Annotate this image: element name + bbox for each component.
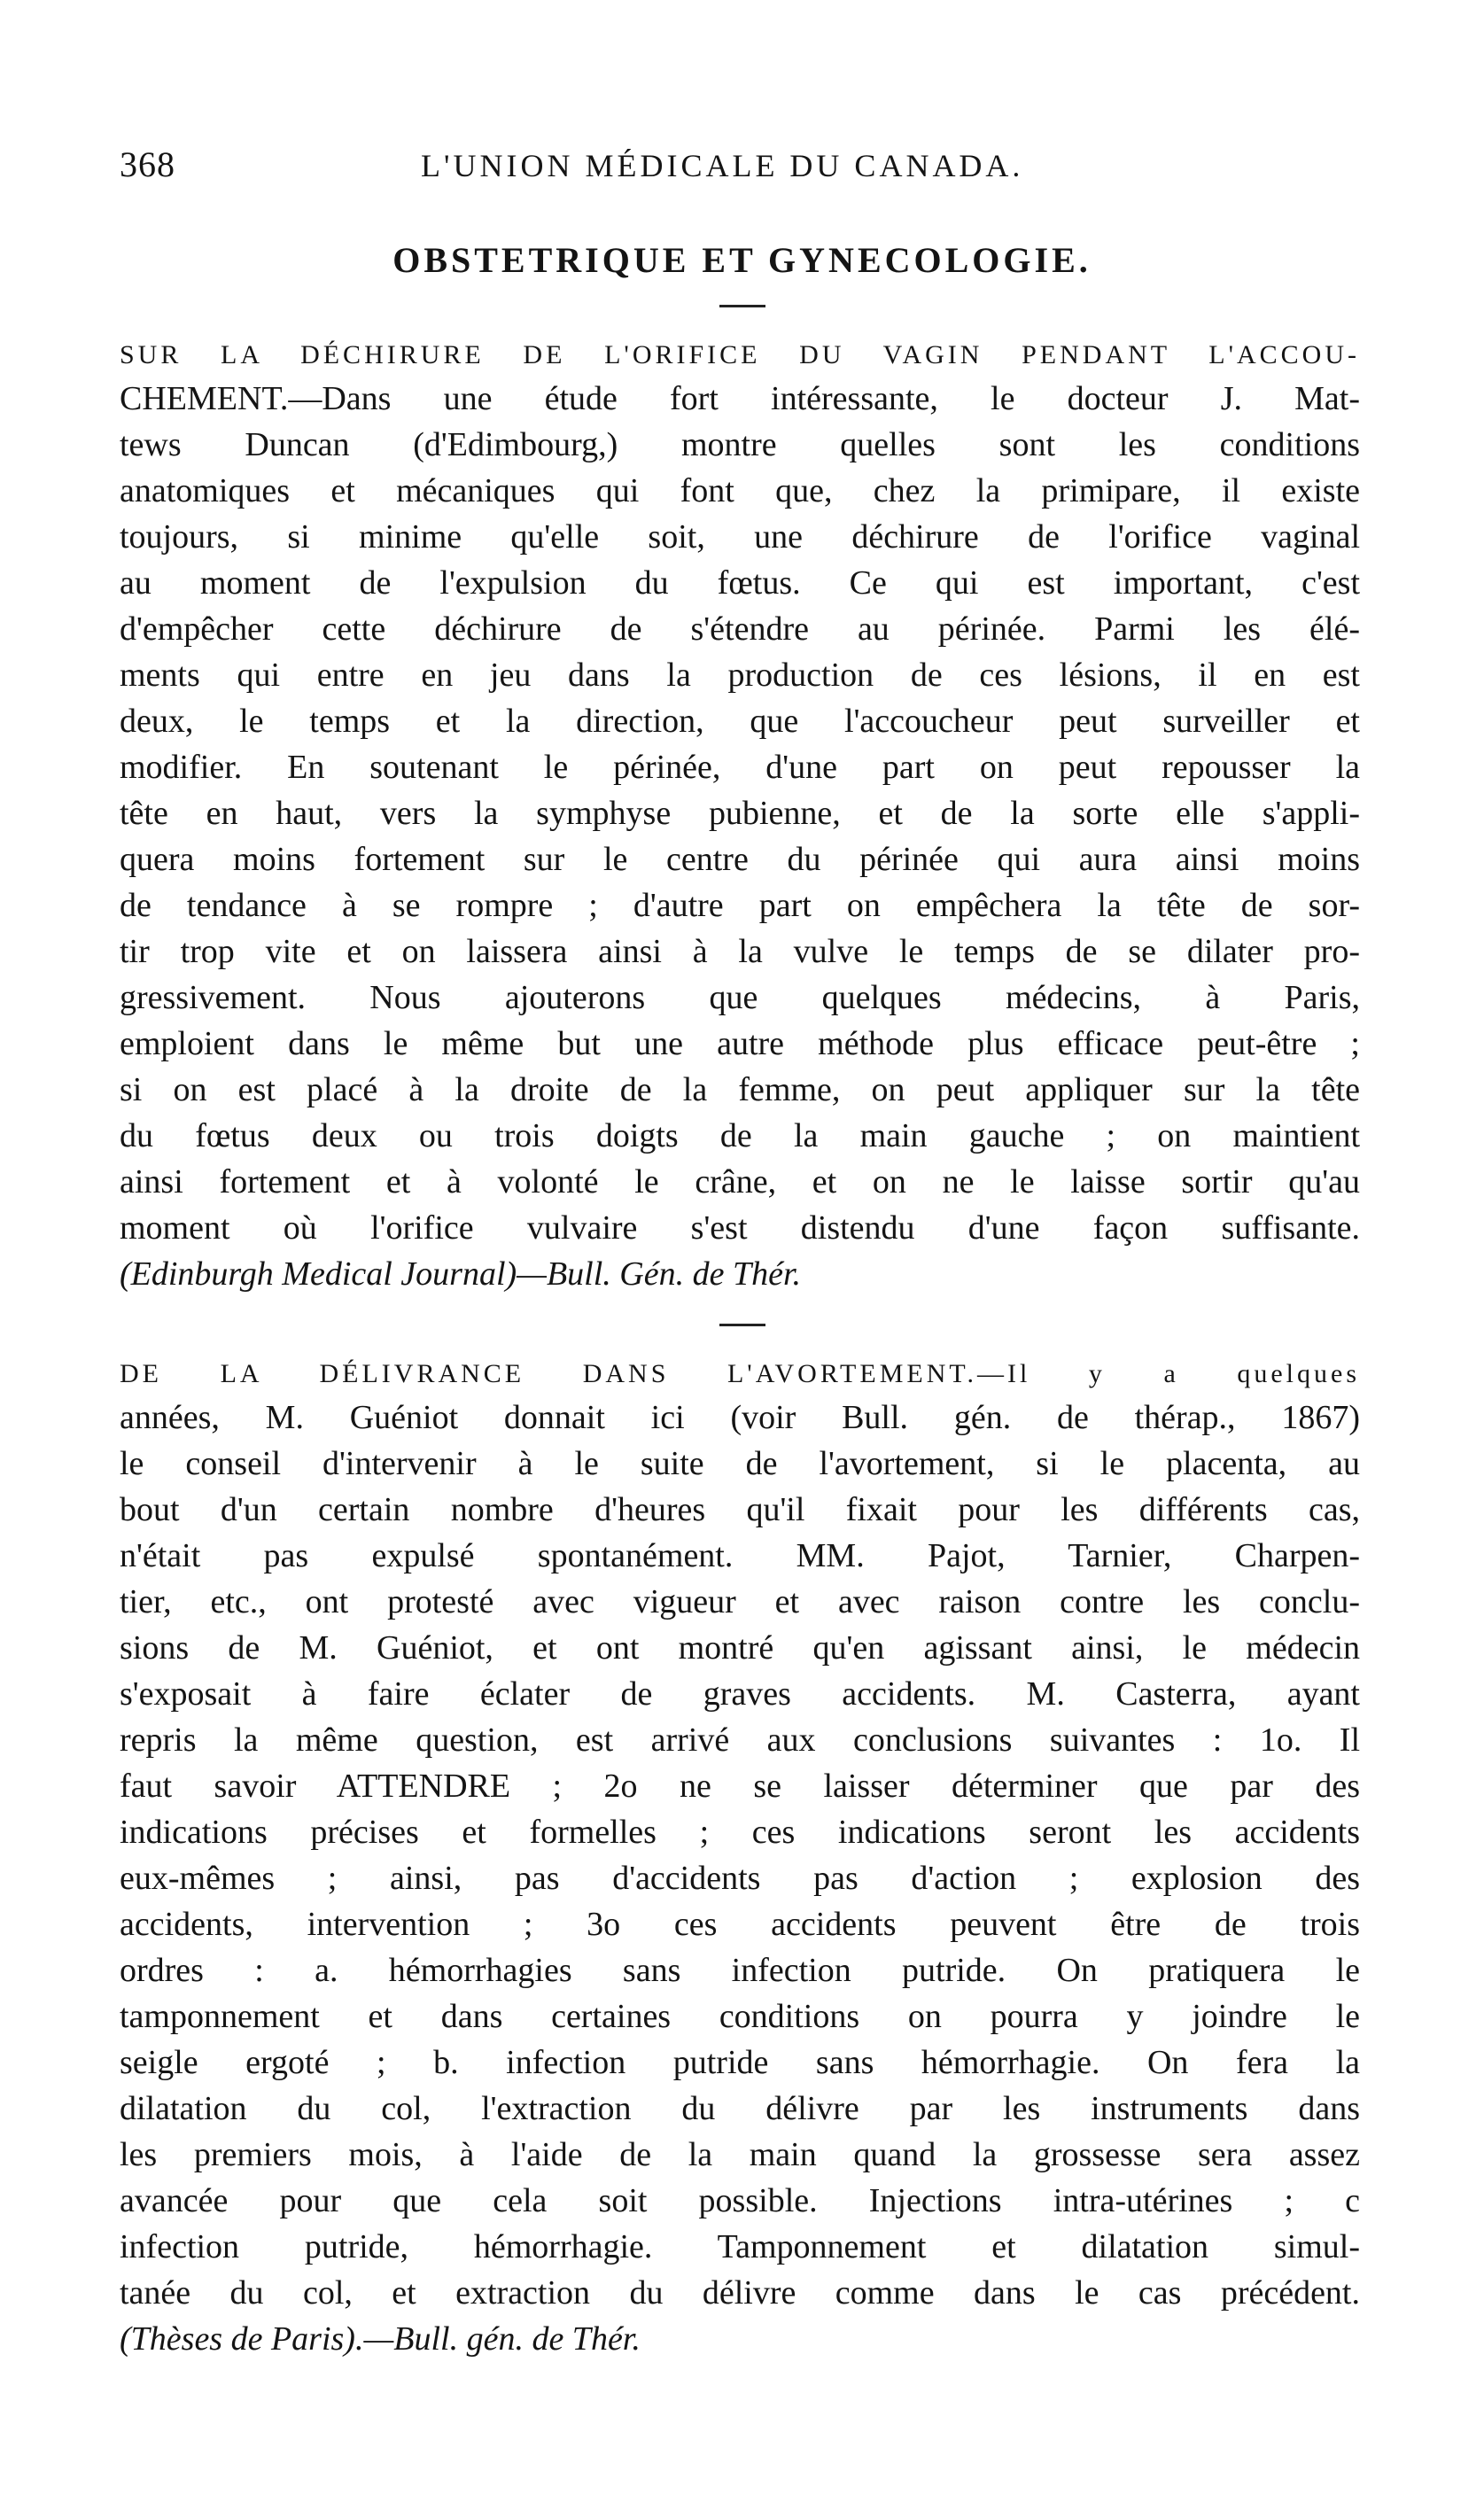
article-line: deux, le temps et la direction, que l'accoucheur peut surveiller et bbox=[120, 703, 1360, 740]
section-title: OBSTETRIQUE ET GYNECOLOGIE. bbox=[392, 240, 1092, 280]
article-line: modifier. En soutenant le périnée, d'une part on peut repousser la bbox=[120, 749, 1360, 786]
article-line: le conseil d'intervenir à le suite de l'avortement, si le placenta, au bbox=[120, 1445, 1360, 1482]
article-line: toujours, si minime qu'elle soit, une déchirure de l'orifice vaginal bbox=[120, 518, 1360, 556]
article-perineal-tear bbox=[120, 330, 1360, 1297]
article-line: DE LA DÉLIVRANCE DANS L'AVORTEMENT.—Il y a quelques bbox=[120, 1359, 1360, 1388]
article-line: seigle ergoté ; b. infection putride sans hémorrhagie. On fera la bbox=[120, 2044, 1360, 2081]
article-line: eux-mêmes ; ainsi, pas d'accidents pas d'action ; explosion des bbox=[120, 1860, 1360, 1897]
article-line: SUR LA DÉCHIRURE DE L'ORIFICE DU VAGIN PENDANT L'ACCOU- bbox=[120, 340, 1360, 369]
article-abortion-delivery bbox=[120, 1348, 1360, 2362]
article-line: tête en haut, vers la symphyse pubienne, et de la sorte elle s'appli- bbox=[120, 795, 1360, 832]
article-line: avancée pour que cela soit possible. Injections intra-utérines ; c bbox=[120, 2182, 1360, 2219]
article-line: bout d'un certain nombre d'heures qu'il fixait pour les différents cas, bbox=[120, 1491, 1360, 1528]
article-line: repris la même question, est arrivé aux conclusions suivantes : 1o. Il bbox=[120, 1721, 1360, 1759]
article-line: tews Duncan (d'Edimbourg,) montre quelles sont les conditions bbox=[120, 426, 1360, 463]
article-line: de tendance à se rompre ; d'autre part on empêchera la tête de sor- bbox=[120, 887, 1360, 924]
article-line: d'empêcher cette déchirure de s'étendre au périnée. Parmi les élé- bbox=[120, 610, 1360, 648]
article-line: années, M. Guéniot donnait ici (voir Bull. gén. de thérap., 1867) bbox=[120, 1399, 1360, 1436]
article-citation: (Edinburgh Medical Journal)—Bull. Gén. de Thér. bbox=[120, 1255, 802, 1293]
article-divider bbox=[719, 1324, 765, 1326]
article-line: ments qui entre en jeu dans la production de ces lésions, il en est bbox=[120, 657, 1360, 694]
section-divider bbox=[719, 305, 765, 307]
article-line: quera moins fortement sur le centre du périnée qui aura ainsi moins bbox=[120, 841, 1360, 878]
article-line: tir trop vite et on laissera ainsi à la vulve le temps de se dilater pro- bbox=[120, 933, 1360, 970]
article-line: accidents, intervention ; 3o ces accidents peuvent être de trois bbox=[120, 1906, 1360, 1943]
article-line: gressivement. Nous ajouterons que quelques médecins, à Paris, bbox=[120, 979, 1360, 1016]
page-number: 368 bbox=[120, 144, 175, 184]
article-line: tamponnement et dans certaines conditions on pourra y joindre le bbox=[120, 1998, 1360, 2035]
article-line: s'exposait à faire éclater de graves accidents. M. Casterra, ayant bbox=[120, 1675, 1360, 1713]
article-line: au moment de l'expulsion du fœtus. Ce qui est important, c'est bbox=[120, 564, 1360, 602]
article-line: dilatation du col, l'extraction du délivre par les instruments dans bbox=[120, 2090, 1360, 2127]
article-line: ainsi fortement et à volonté le crâne, et on ne le laisse sortir qu'au bbox=[120, 1163, 1360, 1200]
article-line: indications précises et formelles ; ces indications seront les accidents bbox=[120, 1814, 1360, 1851]
article-line: n'était pas expulsé spontanément. MM. Pajot, Tarnier, Charpen- bbox=[120, 1537, 1360, 1574]
journal-title: L'UNION MÉDICALE DU CANADA. bbox=[421, 148, 1024, 183]
article-line: anatomiques et mécaniques qui font que, chez la primipare, il existe bbox=[120, 472, 1360, 509]
article-line: les premiers mois, à l'aide de la main quand la grossesse sera assez bbox=[120, 2136, 1360, 2173]
article-line: faut savoir ATTENDRE ; 2o ne se laisser déterminer que par des bbox=[120, 1768, 1360, 1805]
article-line: moment où l'orifice vulvaire s'est distendu d'une façon suffisante. bbox=[120, 1209, 1360, 1247]
article-line: CHEMENT.—Dans une étude fort intéressante, le docteur J. Mat- bbox=[120, 380, 1360, 417]
running-head bbox=[120, 144, 1360, 188]
article-line: ordres : a. hémorrhagies sans infection putride. On pratiquera le bbox=[120, 1952, 1360, 1989]
article-line: du fœtus deux ou trois doigts de la main gauche ; on maintient bbox=[120, 1117, 1360, 1154]
article-line: infection putride, hémorrhagie. Tamponnement et dilatation simul- bbox=[120, 2228, 1360, 2265]
article-line: sions de M. Guéniot, et ont montré qu'en agissant ainsi, le médecin bbox=[120, 1629, 1360, 1667]
article-line: tier, etc., ont protesté avec vigueur et avec raison contre les conclu- bbox=[120, 1583, 1360, 1620]
article-line: tanée du col, et extraction du délivre comme dans le cas précédent. bbox=[120, 2274, 1360, 2312]
article-line: emploient dans le même but une autre méthode plus efficace peut-être ; bbox=[120, 1025, 1360, 1062]
article-citation: (Thèses de Paris).—Bull. gén. de Thér. bbox=[120, 2320, 641, 2358]
article-line: si on est placé à la droite de la femme, on peut appliquer sur la tête bbox=[120, 1071, 1360, 1108]
